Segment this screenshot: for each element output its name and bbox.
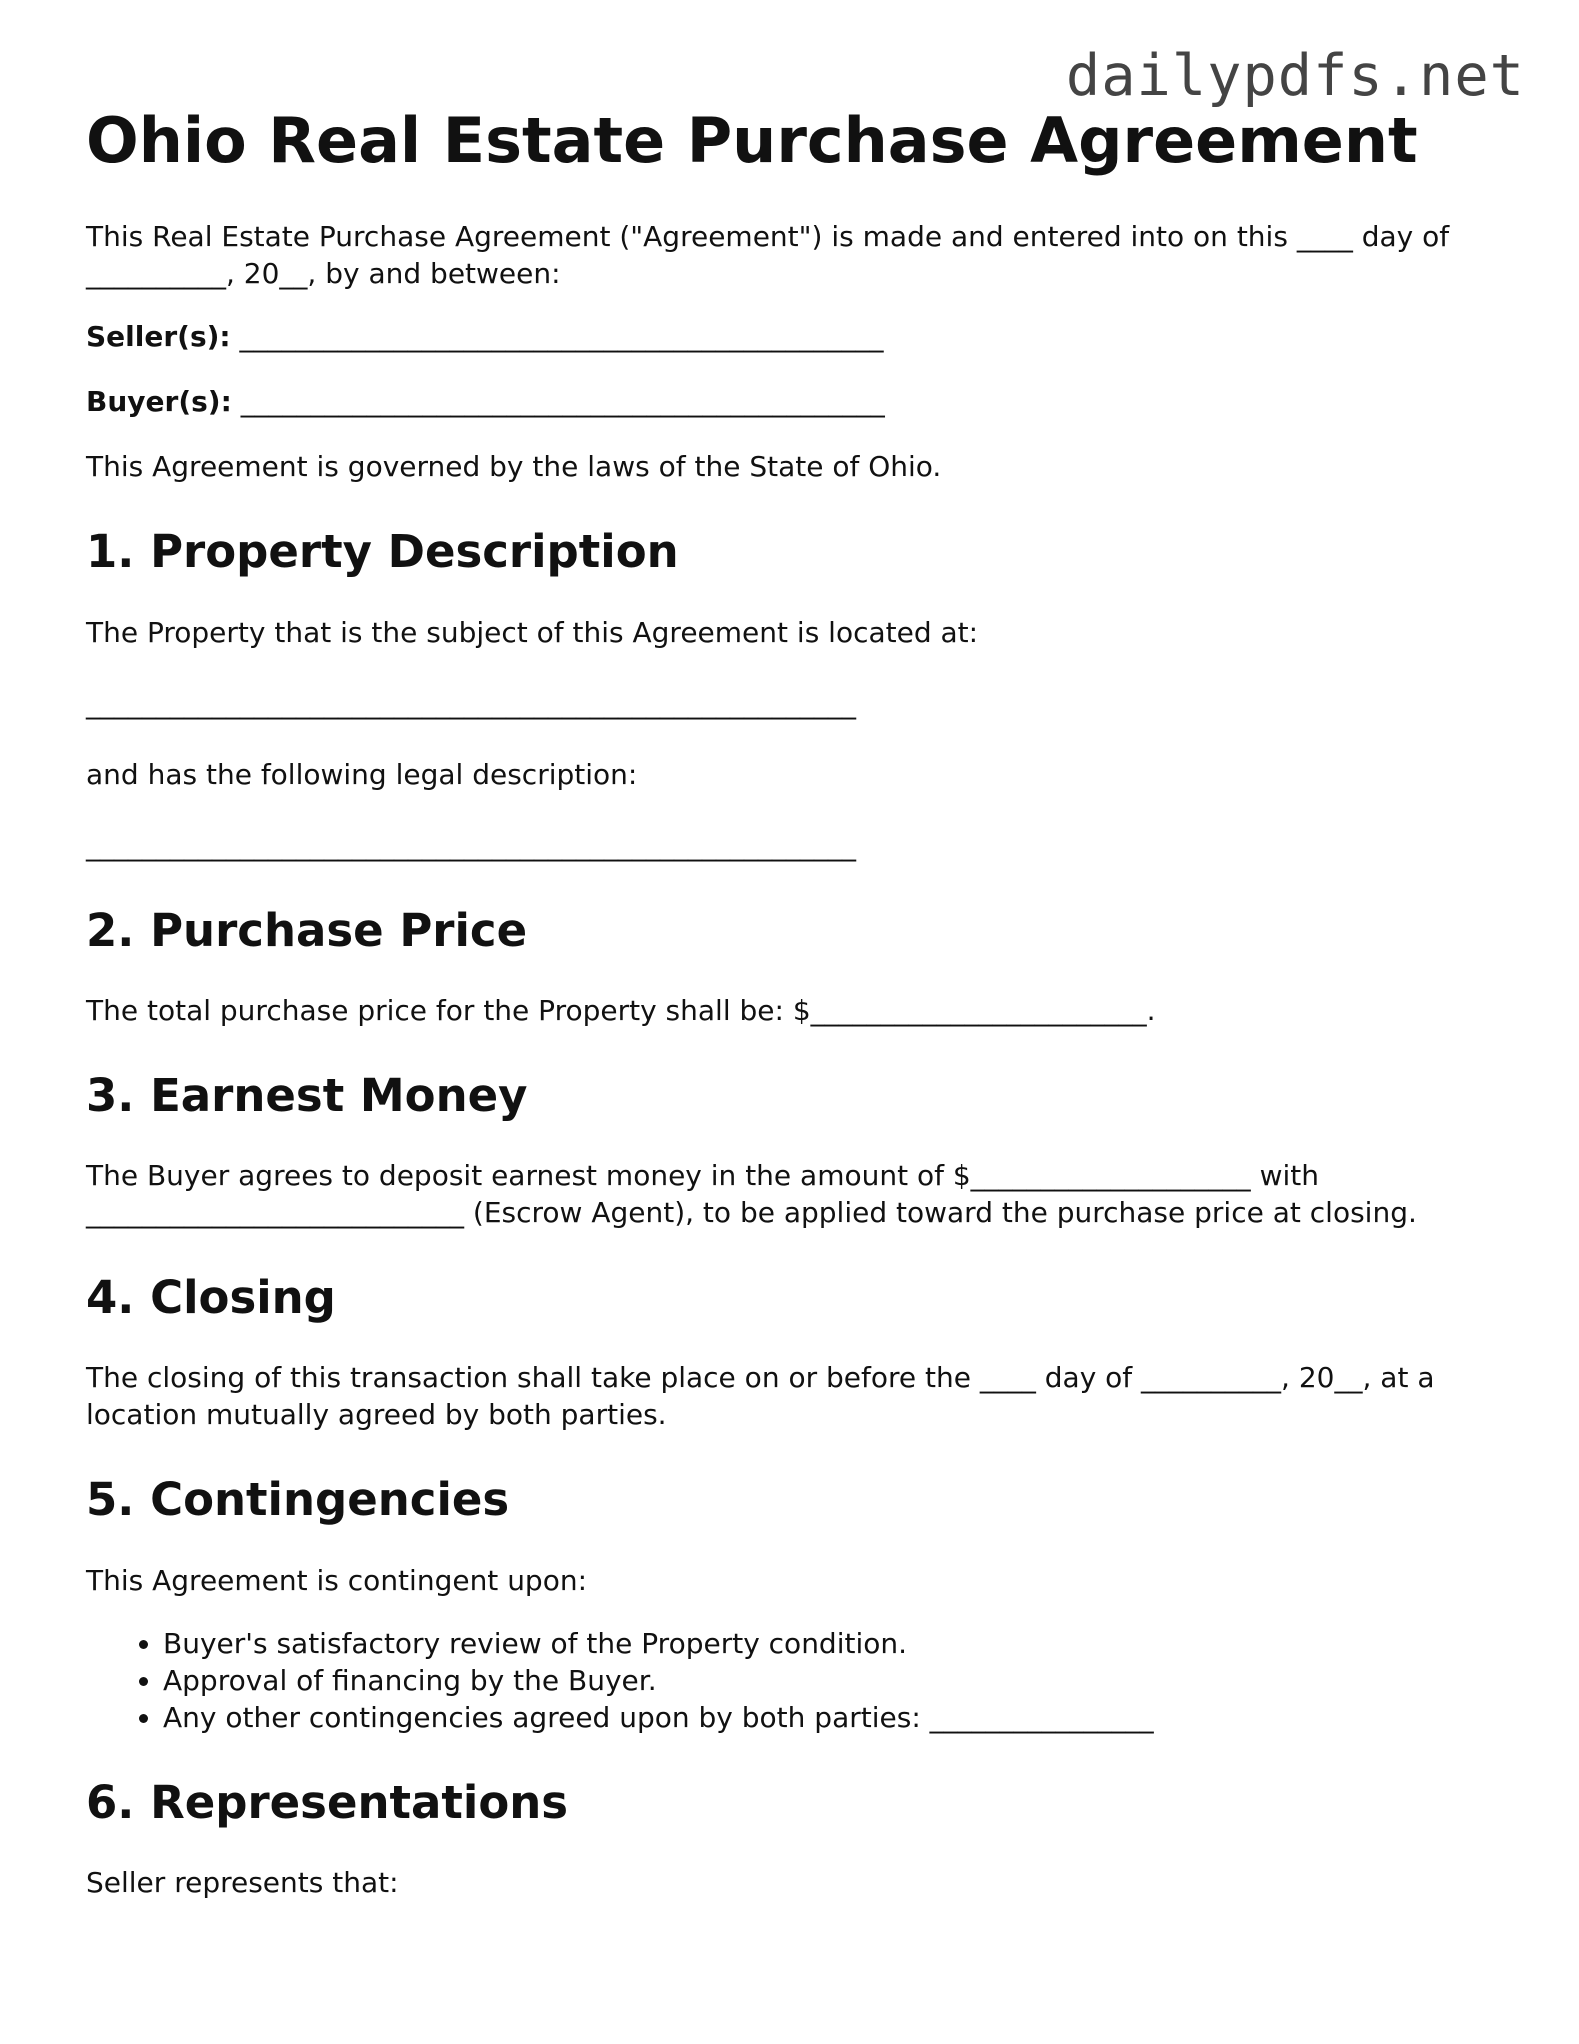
document-title: Ohio Real Estate Purchase Agreement [86, 104, 1418, 177]
property-address-blank: _______________________________________________________ [86, 686, 856, 720]
buyer-line [86, 383, 1506, 420]
document-page [86, 104, 1506, 1927]
governing-law-text: This Agreement is governed by the laws of the State of Ohio. [86, 450, 942, 484]
closing-text: The closing of this transaction shall take place on or before the ____ day of __________, 20__, at a location mutually agreed by both parties. [86, 1361, 1435, 1432]
intro-paragraph: This Real Estate Purchase Agreement ("Agreement") is made and entered into on this ____ day of __________, 20__, by and between: [86, 220, 1450, 291]
watermark: dailypdfs.net [1065, 43, 1525, 109]
buyer-blank: ______________________________________________ [240, 385, 885, 419]
section-heading-contingencies: 5. Contingencies [86, 1473, 510, 1527]
legal-description-blank: _______________________________________________________ [86, 828, 856, 862]
contingencies-text: This Agreement is contingent upon: [86, 1563, 588, 1597]
section-heading-closing: 4. Closing [86, 1271, 336, 1325]
section-heading-purchase-price: 2. Purchase Price [86, 903, 528, 957]
property-location-text: The Property that is the subject of this Agreement is located at: [86, 615, 979, 649]
buyer-label: Buyer(s): [86, 385, 232, 419]
list-item: • Any other contingencies agreed upon by both parties: ________________ [163, 1699, 1506, 1736]
contingencies-list [86, 1625, 1506, 1736]
seller-line [86, 318, 1506, 355]
section-heading-earnest-money: 3. Earnest Money [86, 1068, 528, 1122]
seller-blank: ______________________________________________ [239, 320, 884, 354]
purchase-price-text: The total purchase price for the Property shall be: $________________________. [86, 993, 1156, 1027]
earnest-money-text: The Buyer agrees to deposit earnest money in the amount of $____________________ with ___________________________ (Escrow Agent), to be applied toward the purchase price at closing. [86, 1159, 1417, 1230]
legal-description-text: and has the following legal description: [86, 757, 638, 791]
list-item: • Approval of financing by the Buyer. [163, 1662, 1506, 1699]
section-heading-property-description: 1. Property Description [86, 525, 679, 579]
section-heading-representations: 6. Representations [86, 1775, 569, 1829]
representations-text: Seller represents that: [86, 1865, 399, 1899]
list-item: • Buyer's satisfactory review of the Property condition. [163, 1625, 1506, 1662]
seller-label: Seller(s): [86, 320, 231, 354]
